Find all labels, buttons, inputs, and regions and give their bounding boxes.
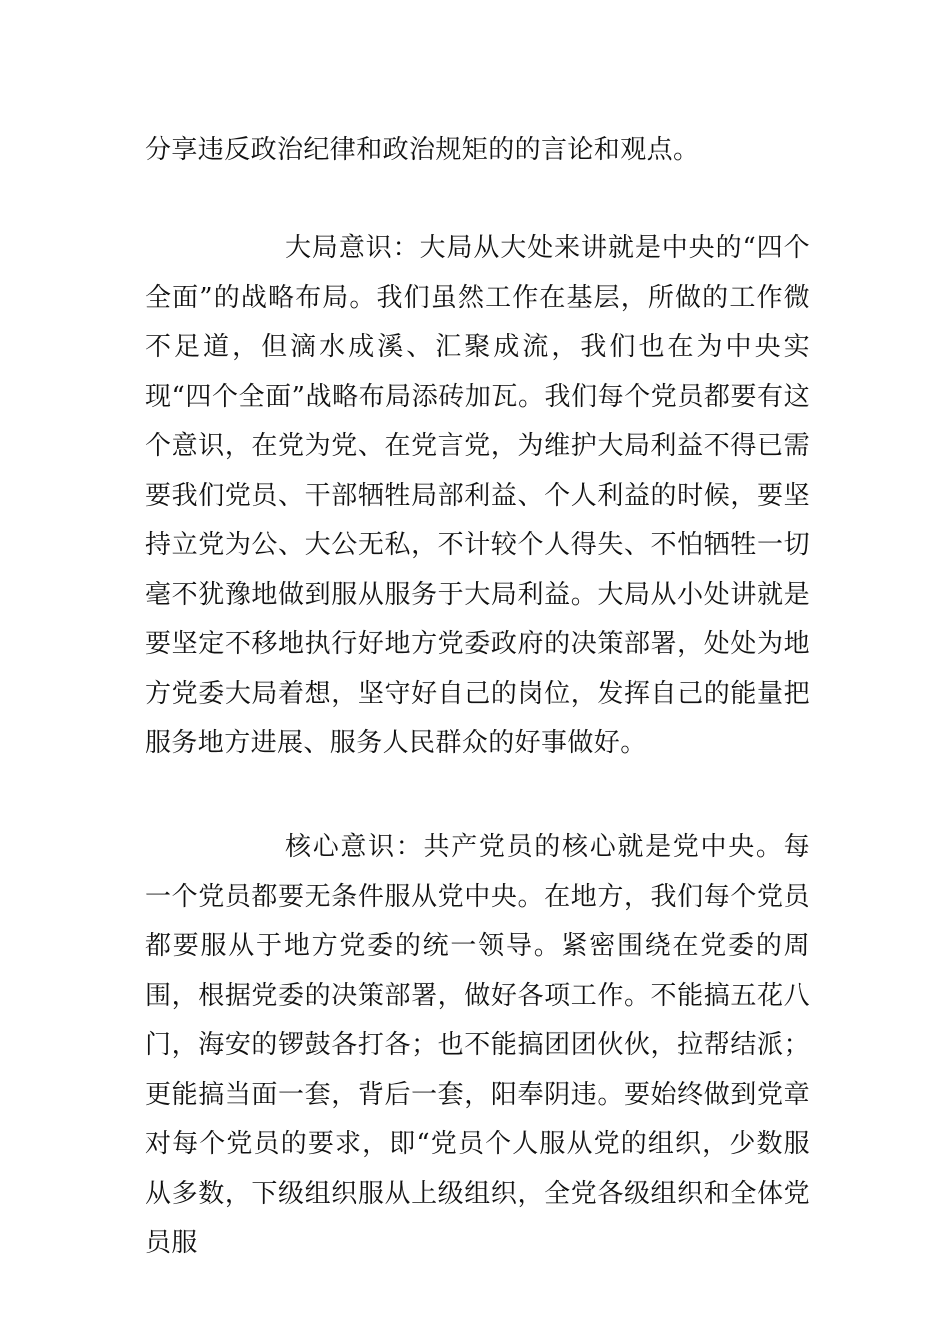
paragraph-overall-awareness — [145, 224, 810, 769]
paragraph-text: 大局意识：大局从大处来讲就是中央的“四个全面”的战略布局。我们虽然工作在基层，所做的工作微不足道，但滴水成溪、汇聚成流，我们也在为中央实现“四个全面”战略布局添砖加瓦。我们每个党员都要有这个意识，在党为党、在党言党，为维护大局利益不得已需要我们党员、干部牺牲局部利益、个人利益的时候，要坚持立党为公、大公无私，不计较个人得失、不怕牺牲一切毫不犹豫地做到服从服务于大局利益。大局从小处讲就是要坚定不移地执行好地方党委政府的决策部署，处处为地方党委大局着想，坚守好自己的岗位，发挥自己的能量把服务地方进展、服务人民群众的好事做好。 — [145, 233, 810, 758]
paragraph-text: 分享违反政治纪律和政治规矩的的言论和观点。 — [145, 135, 700, 165]
paragraph-text: 核心意识：共产党员的核心就是党中央。每一个党员都要无条件服从党中央。在地方，我们每个党员都要服从于地方党委的统一领导。紧密围绕在党委的周围，根据党委的决策部署，做好各项工作。不能搞五花八门，海安的锣鼓各打各；也不能搞团团伙伙，拉帮结派；更能搞当面一套，背后一套，阳奉阴违。要始终做到党章对每个党员的要求，即“党员个人服从党的组织，少数服从多数，下级组织服从上级组织，全党各级组织和全体党员服 — [145, 832, 810, 1258]
paragraph-continuation — [145, 126, 810, 176]
paragraph-core-awareness — [145, 823, 810, 1269]
